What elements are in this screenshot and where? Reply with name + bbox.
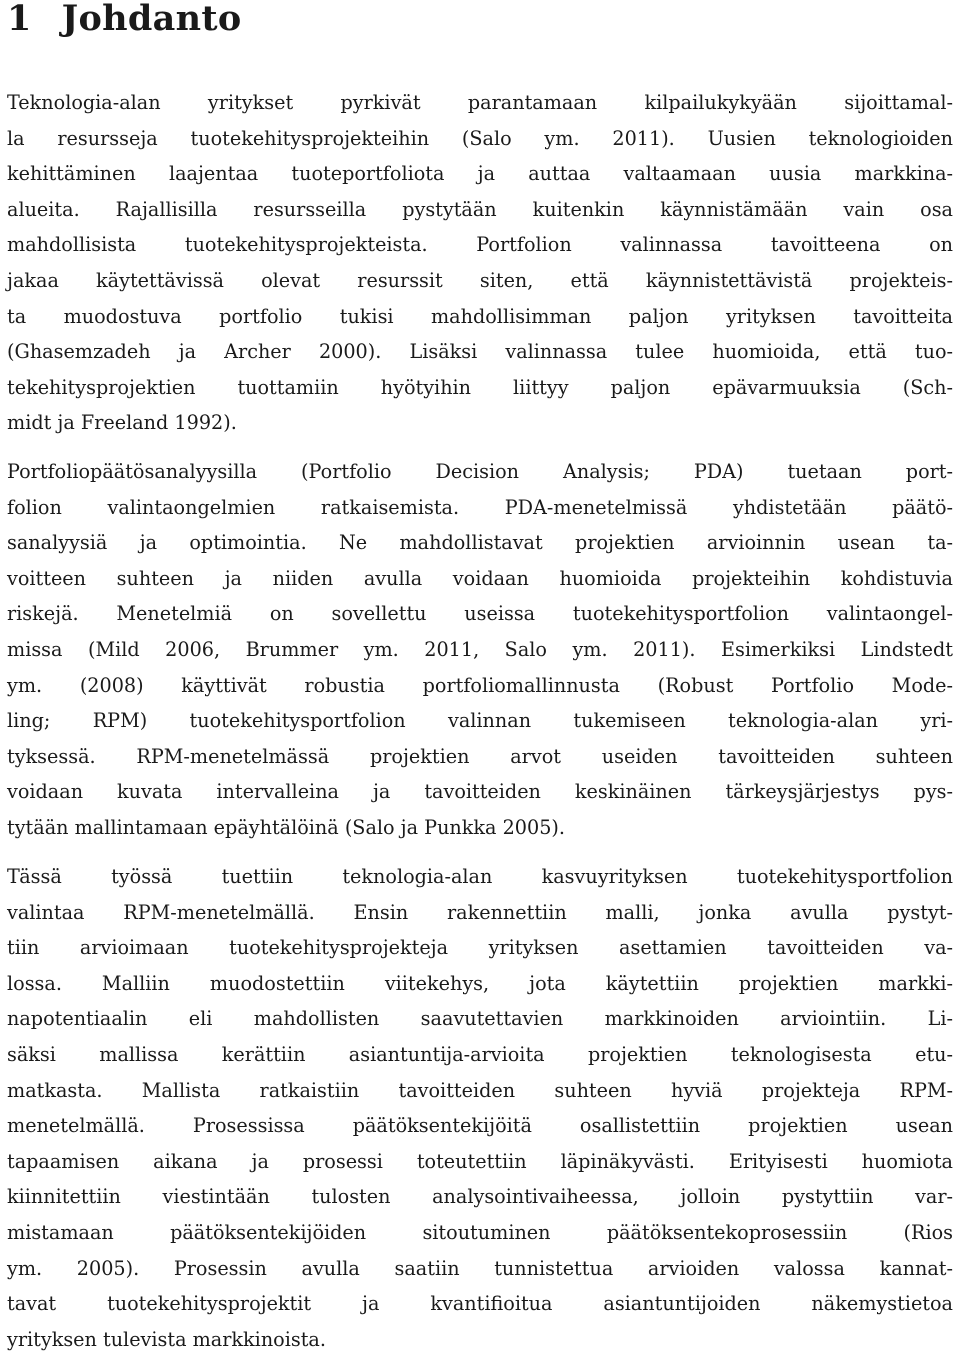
text-line: kiinnitettiin viestintään tulosten analysointivaiheessa, jolloin pystyttiin var- xyxy=(7,1185,953,1209)
text-line: tiin arvioimaan tuotekehitysprojekteja yrityksen asettamien tavoitteiden va- xyxy=(7,936,953,960)
paragraph-2 xyxy=(7,454,953,846)
document-page xyxy=(7,0,953,1351)
text-line: midt ja Freeland 1992). xyxy=(7,411,237,435)
text-line: mistamaan päätöksentekijöiden sitoutuminen päätöksentekoprosessiin (Rios xyxy=(7,1220,953,1244)
text-line: jakaa käytettävissä olevat resurssit siten, että käynnistettävistä projekteis- xyxy=(7,268,953,292)
section-number: 1 xyxy=(7,0,32,39)
text-line: folion valintaongelmien ratkaisemista. PDA-menetelmissä yhdistetään päätö- xyxy=(7,495,953,519)
text-line: valintaa RPM-menetelmällä. Ensin rakennettiin malli, jonka avulla pystyt- xyxy=(7,900,953,924)
text-line: säksi mallissa kerättiin asiantuntija-arvioita projektien teknologisesta etu- xyxy=(7,1042,953,1066)
text-line: tytään mallintamaan epäyhtälöinä (Salo ja Punkka 2005). xyxy=(7,815,566,839)
text-line: tyksessä. RPM-menetelmässä projektien arvot useiden tavoitteiden suhteen xyxy=(7,744,953,768)
text-line: menetelmällä. Prosessissa päätöksentekijöitä osallistettiin projektien usean xyxy=(7,1114,953,1138)
text-line: ta muodostuva portfolio tukisi mahdollisimman paljon yrityksen tavoitteita xyxy=(7,304,953,328)
text-line: yrityksen tulevista markkinoista. xyxy=(7,1327,326,1351)
text-line: ling; RPM) tuotekehitysportfolion valinnan tukemiseen teknologia-alan yri- xyxy=(7,709,953,733)
section-title: Johdanto xyxy=(61,0,242,39)
text-line: sanalyysiä ja optimointia. Ne mahdollistavat projektien arvioinnin usean ta- xyxy=(7,531,953,555)
text-line: tavat tuotekehitysprojektit ja kvantifioitua asiantuntijoiden näkemystietoa xyxy=(7,1292,953,1316)
text-line: Portfoliopäätösanalyysilla (Portfolio Decision Analysis; PDA) tuetaan port- xyxy=(7,460,953,483)
text-line: mahdollisista tuotekehitysprojekteista. Portfolion valinnassa tavoitteena on xyxy=(7,233,953,257)
text-line: alueita. Rajallisilla resursseilla pystytään kuitenkin käynnistämään vain osa xyxy=(7,197,953,221)
text-line: (Ghasemzadeh ja Archer 2000). Lisäksi valinnassa tulee huomioida, että tuo- xyxy=(7,340,953,364)
paragraph-1 xyxy=(7,85,953,441)
section-heading xyxy=(7,0,953,46)
text-line: napotentiaalin eli mahdollisten saavutettavien markkinoiden arviointiin. Li- xyxy=(7,1007,953,1031)
text-line: Teknologia-alan yritykset pyrkivät parantamaan kilpailukykyään sijoittamal- xyxy=(7,91,953,114)
text-line: riskejä. Menetelmiä on sovellettu useissa tuotekehitysportfolion valintaongel- xyxy=(7,602,953,626)
text-line: ym. 2005). Prosessin avulla saatiin tunnistettua arvioiden valossa kannat- xyxy=(7,1256,953,1280)
paragraph-3 xyxy=(7,859,953,1357)
text-line: lossa. Malliin muodostettiin viitekehys, jota käytettiin projektien markki- xyxy=(7,971,953,995)
text-line: la resursseja tuotekehitysprojekteihin (Salo ym. 2011). Uusien teknologioiden xyxy=(7,126,953,150)
text-line: voitteen suhteen ja niiden avulla voidaan huomioida projekteihin kohdistuvia xyxy=(7,566,953,590)
text-line: tekehitysprojektien tuottamiin hyötyihin liittyy paljon epävarmuuksia (Sch- xyxy=(7,375,953,399)
text-line: matkasta. Mallista ratkaistiin tavoitteiden suhteen hyviä projekteja RPM- xyxy=(7,1078,953,1102)
text-line: ym. (2008) käyttivät robustia portfoliomallinnusta (Robust Portfolio Mode- xyxy=(7,673,953,697)
text-line: tapaamisen aikana ja prosessi toteutettiin läpinäkyvästi. Erityisesti huomiota xyxy=(7,1149,953,1173)
text-line: missa (Mild 2006, Brummer ym. 2011, Salo ym. 2011). Esimerkiksi Lindstedt xyxy=(7,637,953,661)
text-line: Tässä työssä tuettiin teknologia-alan kasvuyrityksen tuotekehitysportfolion xyxy=(7,865,953,888)
text-line: voidaan kuvata intervalleina ja tavoitteiden keskinäinen tärkeysjärjestys pys- xyxy=(7,780,953,804)
text-line: kehittäminen laajentaa tuoteportfoliota ja auttaa valtaamaan uusia markkina- xyxy=(7,162,953,186)
